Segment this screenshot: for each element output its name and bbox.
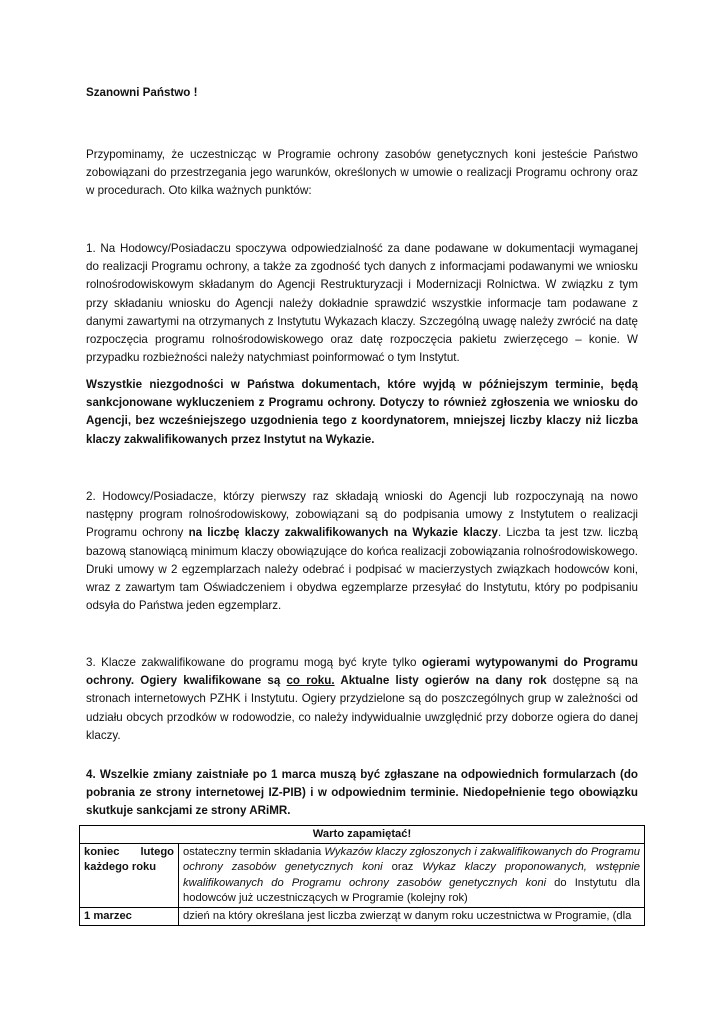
table-row: [80, 844, 645, 908]
point-2-text-b: . Liczba ta jest tzw. liczbą bazową stanowiącą minimum klaczy obowiązujące do końca realizacji zobowiązania rolnośrodowiskowego. Druki umowy w 2 egzemplarzach należy odebrać i podpisać w macierzystych związkach hodowców koni, wraz z zawartym tam Oświadczeniem i obydwa egzemplarze przesyłać do Instytutu, który po podpisaniu odsyła do Państwa jeden egzemplarz.: [86, 526, 638, 613]
point-3-underline: co roku.: [286, 674, 335, 688]
point-3-bold-a: ogierami wytypowanymi do Programu ochrony. Ogiery kwalifikowane są: [86, 656, 638, 688]
point-1-paragraph: 1. Na Hodowcy/Posiadaczu spoczywa odpowiedzialność za dane podawane w dokumentacji wymaganej do realizacji Programu ochrony, a także za zgodność tych danych z informacjami podawanymi we wniosku rolnośrodowiskowym składanym do Agencji Restrukturyzacji i Modernizacji Rolnictwa. W związku z tym przy składaniu wniosku do Agencji należy dokładnie sprawdzić wszystkie informacje tam podawane z danymi zawartymi na otrzymanych z Instytutu Wykazach klaczy. Szczególną uwagę należy zwrócić na datę rozpoczęcia programu rolnośrodowiskowego oraz datę rozpoczęcia pakietu zwierzęcego – konie. W przypadku rozbieżności należy natychmiast poinformować o tym Instytut.: [86, 242, 638, 365]
desc-text: oraz: [382, 861, 423, 874]
table-row: [80, 908, 645, 926]
table-header-row: [80, 826, 645, 844]
table-header: Warto zapamiętać!: [80, 826, 645, 844]
point-2-bold: na liczbę klaczy zakwalifikowanych na Wykazie klaczy: [188, 526, 498, 540]
greeting: Szanowni Państwo !: [86, 86, 198, 99]
point-3-text-a: 3. Klacze zakwalifikowane do programu mogą być kryte tylko: [86, 656, 422, 669]
intro-paragraph: Przypominamy, że uczestnicząc w Programie ochrony zasobów genetycznych koni jesteście Państwo zobowiązani do przestrzegania jego warunków, określonych w umowie o realizacji Programu ochrony oraz w procedurach. Oto kilka ważnych punktów:: [86, 148, 638, 198]
point-3-bold-b: Aktualne listy ogierów na dany rok: [334, 674, 547, 688]
desc-text: do Instytutu dla hodowców już uczestniczących w Programie (kolejny rok): [183, 876, 640, 904]
point-1-warning: Wszystkie niezgodności w Państwa dokumentach, które wyjdą w późniejszym terminie, będą sankcjonowane wykluczeniem z Programu ochrony. Dotyczy to również zgłoszenia we wniosku do Agencji, bez wcześniejszego uzgodnienia tego z koordynatorem, mniejszej liczby klaczy niż liczba klaczy zakwalifikowanych przez Instytut na Wykazie.: [86, 378, 638, 446]
point-2-text-a: 2. Hodowcy/Posiadacze, którzy pierwszy raz składają wnioski do Agencji lub rozpoczynają na nowo następny program rolnośrodowiskowy, zobowiązani są do podpisania umowy z Instytutem o realizacji Programu ochrony: [86, 490, 638, 540]
desc-italic: Wykazów klaczy zgłoszonych i zakwalifikowanych do Programu ochrony zasobów genetycznych koni: [183, 846, 640, 874]
point-2-paragraph: [86, 488, 638, 615]
table-term: 1 marzec: [80, 908, 179, 926]
table-description: [179, 908, 645, 926]
point-3-paragraph: [86, 654, 638, 745]
desc-text: dzień na który określana jest liczba zwierząt w danym roku uczestnictwa w Programie, (dla: [183, 910, 632, 923]
reminder-table: [79, 825, 645, 926]
desc-italic: Wykaz klaczy proponowanych, wstępnie kwalifikowanych do Programu ochrony zasobów genetycznych koni: [183, 861, 640, 889]
point-3-text-b: dostępne są na stronach internetowych PZHK i Instytutu. Ogiery przydzielone są do poszczególnych grup w zależności od udziału obcych przodków w rodowodzie, co należy indywidualnie uwzględnić przy doborze ogiera do danej klaczy.: [86, 674, 638, 742]
point-4-paragraph: 4. Wszelkie zmiany zaistniałe po 1 marca muszą być zgłaszane na odpowiednich formularzach (do pobrania ze strony internetowej IZ-PIB) i w odpowiednim terminie. Niedopełnienie tego obowiązku skutkuje sankcjami ze strony ARiMR.: [86, 768, 638, 818]
table-term: koniec lutego każdego roku: [80, 844, 179, 908]
table-description: [179, 844, 645, 908]
desc-text: ostateczny termin składania: [183, 846, 325, 859]
